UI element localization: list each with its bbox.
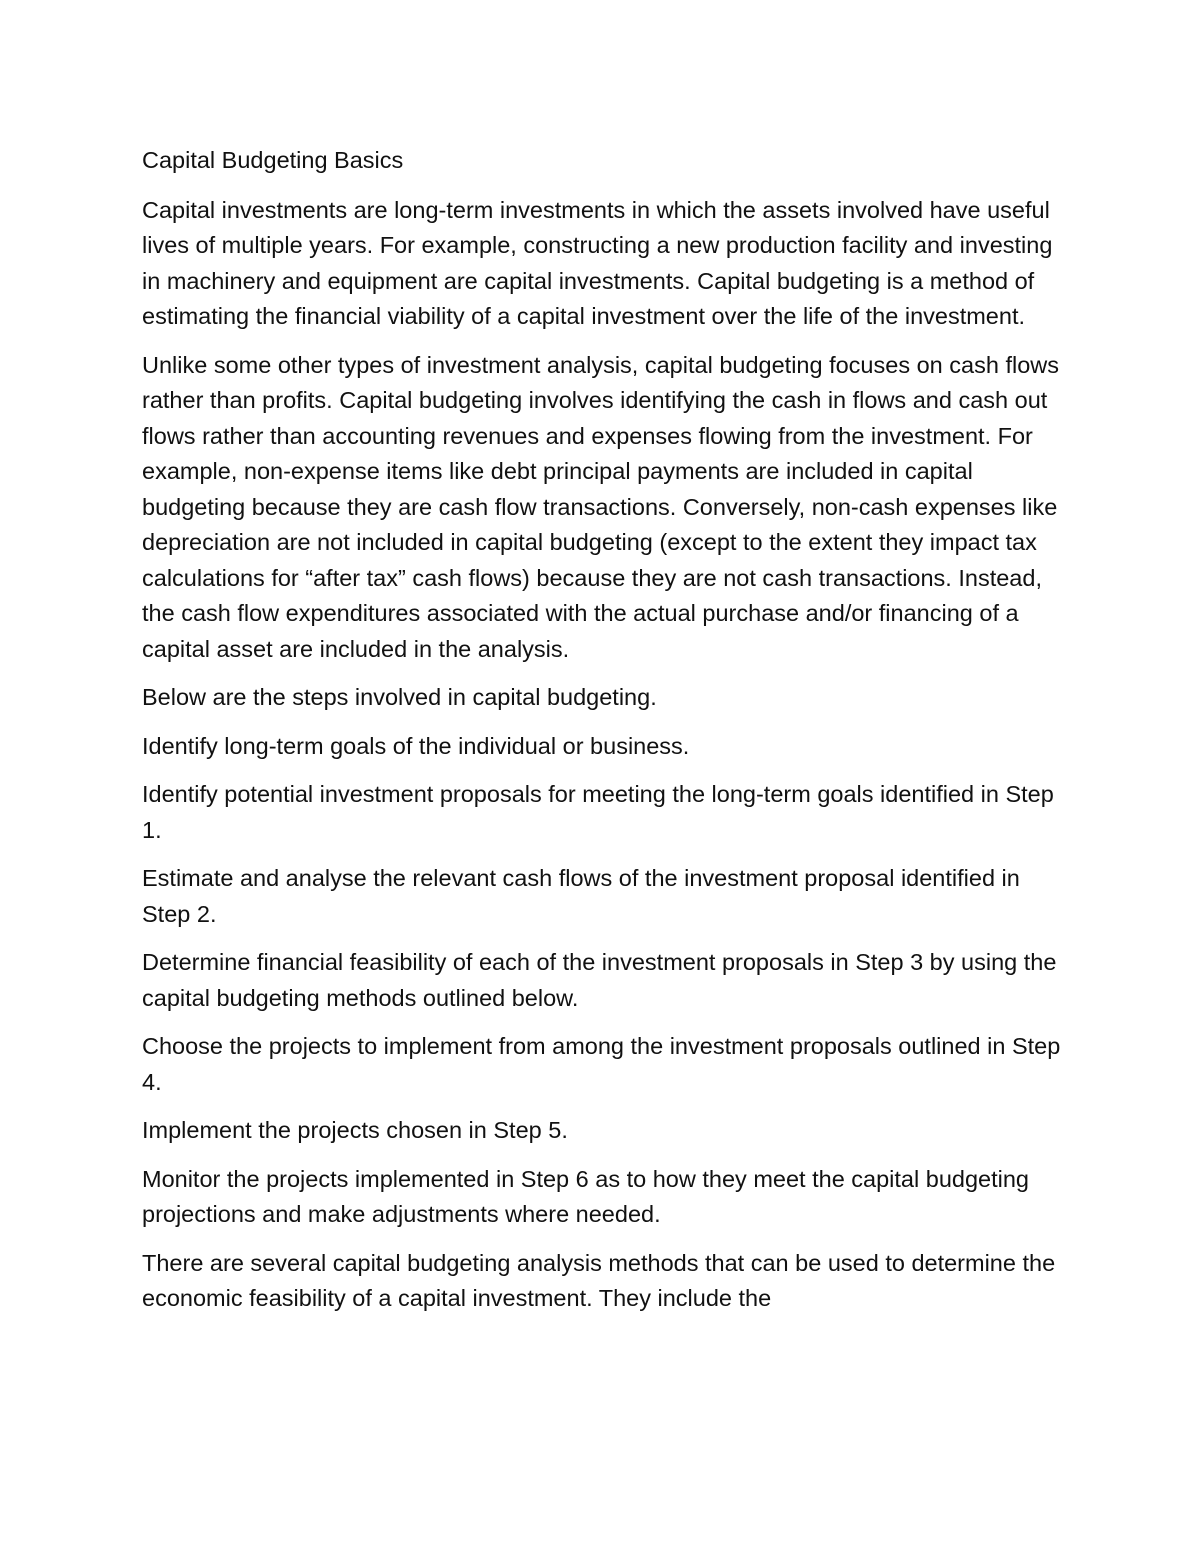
paragraph-step-7: Monitor the projects implemented in Step 6 as to how they meet the capital budgeting projections and make adjustments where needed. — [142, 1165, 1029, 1227]
paragraph-step-6: Implement the projects chosen in Step 5. — [142, 1117, 568, 1143]
paragraph-steps-intro: Below are the steps involved in capital budgeting. — [142, 684, 657, 710]
paragraph-step-3: Estimate and analyse the relevant cash flows of the investment proposal identified in Step 2. — [142, 865, 1020, 927]
paragraph-step-1: Identify long-term goals of the individual or business. — [142, 732, 690, 759]
paragraph-cash-flows: Unlike some other types of investment analysis, capital budgeting focuses on cash flows rather than profits. Capital budgeting involves identifying the cash in flows and cash out flows rather than accounting revenues and expenses flowing from the investment. For example, non-expense items like debt principal payments are included in capital budgeting because they are cash flow transactions. Conversely, non-cash expenses like depreciation are not included in capital budgeting (except to the extent they impact tax calculations for “after tax” cash flows) because they are not cash transactions. Instead, the cash flow expenditures associated with the actual purchase and/or financing of a capital asset are included in the analysis. — [142, 351, 1059, 662]
paragraph-step-2: Identify potential investment proposals for meeting the long-term goals identified in Step 1. — [142, 781, 1054, 843]
paragraph-step-4: Determine financial feasibility of each of the investment proposals in Step 3 by using the capital budgeting methods outlined below. — [142, 949, 1057, 1011]
document-title: Capital Budgeting Basics — [142, 147, 404, 173]
paragraph-methods-intro: There are several capital budgeting analysis methods that can be used to determine the economic feasibility of a capital investment. They include the — [142, 1249, 1056, 1311]
document-body — [142, 143, 1067, 1330]
paragraph-step-5: Choose the projects to implement from among the investment proposals outlined in Step 4. — [142, 1033, 1061, 1095]
paragraph-capital-investments: Capital investments are long-term investments in which the assets involved have useful lives of multiple years. For example, constructing a new production facility and investing in machinery and equipment are capital investments. Capital budgeting is a method of estimating the financial viability of a capital investment over the life of the investment. — [142, 196, 1053, 329]
